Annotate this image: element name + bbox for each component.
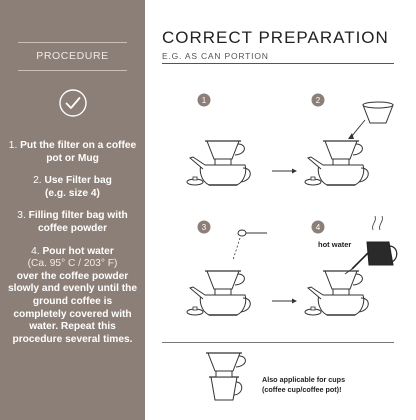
curved-arrow <box>351 120 365 138</box>
step-badge-3 <box>198 221 211 234</box>
arrow-right-icon <box>272 299 297 304</box>
powder-trail <box>233 238 240 260</box>
filter-bag-icon <box>363 102 393 123</box>
step-badge-4 <box>312 221 325 234</box>
spoon-icon <box>238 230 267 236</box>
step-number: 4. <box>31 245 40 257</box>
step-badge-1 <box>198 94 211 107</box>
procedure-step-1 <box>6 140 139 165</box>
step-text: Filling filter bag with coffee powder <box>28 210 128 234</box>
cup-note <box>262 375 345 395</box>
badge-number: 2 <box>315 96 321 105</box>
step-badge-2 <box>312 94 325 107</box>
pour-over-pot-icon <box>190 271 250 315</box>
cup-note-line-1: Also applicable for cups <box>262 375 346 384</box>
kettle-icon <box>352 216 397 269</box>
lid-icon <box>187 177 203 185</box>
step-number: 1. <box>8 140 18 151</box>
pour-over-pot-icon <box>308 141 368 185</box>
badge-number: 3 <box>201 223 207 232</box>
lid-icon <box>305 307 321 315</box>
cup-section-rule <box>162 342 394 343</box>
step-text: Use Filter bag <box>44 175 112 187</box>
step-detail: (e.g. size 4) <box>45 187 100 199</box>
sidebar-bottom-rule <box>18 70 127 71</box>
step-text: Pour hot water <box>42 245 114 257</box>
hot-water-label: hot water <box>318 240 352 249</box>
badge-number: 4 <box>315 223 321 232</box>
procedure-step-3 <box>6 210 139 235</box>
pour-over-pot-icon <box>308 271 368 315</box>
procedure-step-4 <box>6 246 139 347</box>
pour-over-pot-icon <box>190 141 250 185</box>
badge-number: 1 <box>201 96 207 105</box>
step-detail: (Ca. 95° C / 203° F) <box>27 258 118 270</box>
step-number: 2. <box>33 175 42 187</box>
sidebar <box>0 0 145 420</box>
procedure-title: PROCEDURE <box>36 50 109 62</box>
cup-note-line-2: (coffee cup/coffee pot)! <box>262 385 342 394</box>
step-text-rest: over the coffee powder slowly and evenly until the ground coffee is completely covered with water. Repeat this procedure several times. <box>7 270 138 345</box>
lid-icon <box>305 177 321 185</box>
arrow-head <box>348 133 354 139</box>
procedure-steps <box>6 140 139 356</box>
procedure-step-2 <box>6 175 139 200</box>
title-rule <box>162 63 394 64</box>
lid-icon <box>187 307 203 315</box>
check-circle-icon <box>58 88 88 118</box>
step-number: 3. <box>17 210 26 222</box>
step-text: Put the filter on a coffee pot or Mug <box>20 140 137 164</box>
arrow-right-icon <box>272 169 297 174</box>
page-title: CORRECT PREPARATION <box>162 28 389 47</box>
cup-with-dripper-icon <box>206 353 245 400</box>
preparation-illustrations <box>145 70 416 420</box>
sidebar-top-rule <box>18 42 127 43</box>
page-subtitle: E.G. AS CAN PORTION <box>162 51 269 61</box>
